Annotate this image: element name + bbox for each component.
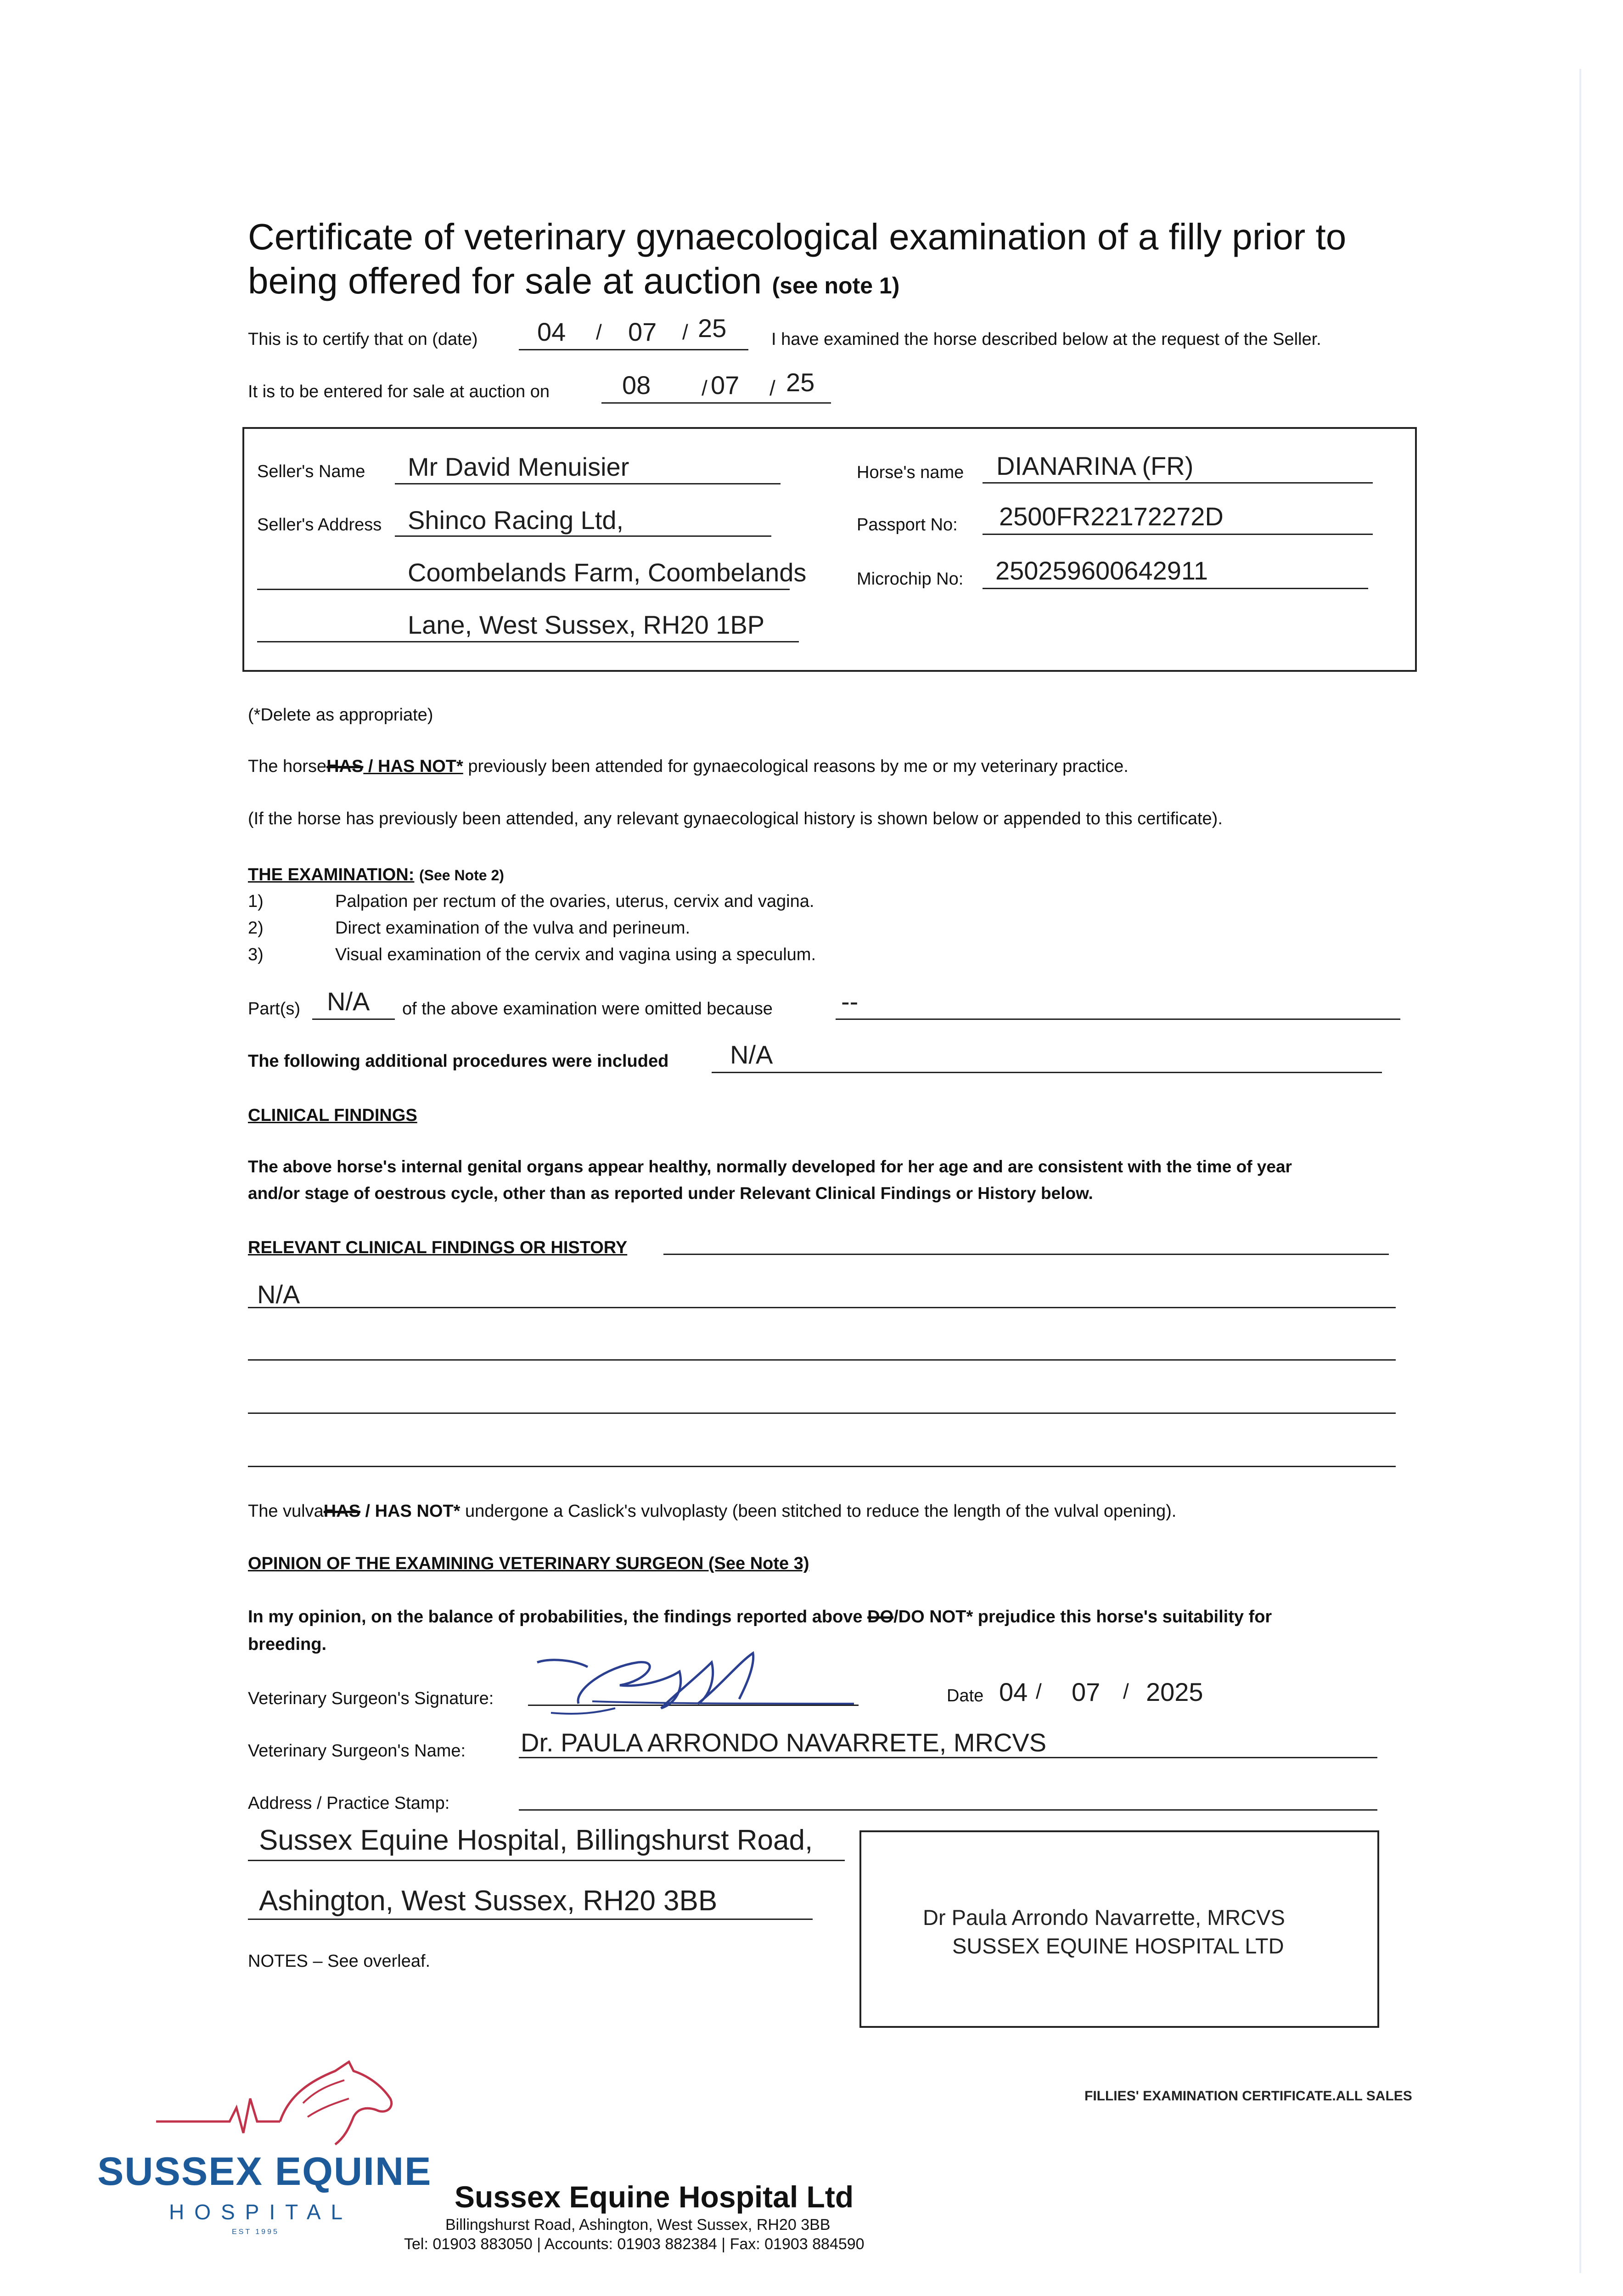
additional-line (712, 1072, 1382, 1073)
signature-date-day: 04 (999, 1677, 1028, 1706)
certify-year: 25 (698, 314, 727, 343)
notes-overleaf: NOTES – See overleaf. (248, 1952, 431, 1971)
omitted-middle: of the above examination were omitted because (402, 999, 773, 1019)
auction-date-line (601, 402, 831, 404)
vulva-struck: HAS (323, 1502, 360, 1521)
address-label-line (519, 1809, 1377, 1811)
title-line1: Certificate of veterinary gynaecological examination of a filly prior to (248, 216, 1347, 257)
exam-item-2-num: 2) (248, 918, 264, 938)
attended-statement (248, 757, 1129, 777)
address-line1-rule (248, 1860, 845, 1861)
omitted-value-line (312, 1019, 395, 1020)
page-title-line2 (248, 260, 899, 302)
attended-sep: / (363, 757, 378, 776)
certify-suffix: I have examined the horse described below at the request of the Seller. (771, 330, 1321, 349)
seller-address-line2: Coombelands Farm, Coombelands (408, 558, 807, 587)
exam-item-1-num: 1) (248, 892, 264, 911)
seller-address-line1-rule (395, 535, 771, 537)
seller-name: Mr David Menuisier (408, 452, 629, 481)
vulva-suffix: undergone a Caslick's vulvoplasty (been stitched to reduce the length of the vulval opening). (460, 1502, 1177, 1521)
opinion-statement (248, 1607, 1272, 1627)
seller-address-line3-rule (257, 641, 799, 642)
auction-day: 08 (622, 371, 651, 400)
passport-line (983, 534, 1373, 535)
omitted-value: N/A (327, 987, 370, 1016)
certify-month: 07 (628, 317, 657, 346)
signature-stroke-4 (551, 1708, 615, 1714)
address-line2-rule (248, 1919, 813, 1920)
certify-date-line (519, 349, 748, 350)
vulva-prefix: The vulva (248, 1502, 324, 1521)
examination-heading-note: (See Note 2) (419, 867, 504, 884)
clinical-heading: CLINICAL FINDINGS (248, 1106, 417, 1125)
address-label: Address / Practice Stamp: (248, 1794, 450, 1813)
surgeon-name: Dr. PAULA ARRONDO NAVARRETE, MRCVS (521, 1728, 1047, 1757)
horse-name-line (983, 482, 1373, 484)
logo-established: EST 1995 (232, 2228, 279, 2236)
signature-date-label: Date (947, 1686, 984, 1705)
relevant-heading-line (663, 1254, 1389, 1255)
attended-struck: HAS (326, 757, 364, 776)
horse-name-label: Horse's name (857, 463, 964, 482)
surgeon-name-line (519, 1757, 1377, 1758)
delete-note: (*Delete as appropriate) (248, 705, 433, 725)
opinion-struck: DO (867, 1607, 894, 1626)
auction-month: 07 (711, 371, 740, 400)
logo-name: SUSSEX EQUINE (97, 2150, 432, 2194)
relevant-line-2 (248, 1359, 1396, 1361)
address-line2: Ashington, West Sussex, RH20 3BB (259, 1885, 718, 1917)
address-line1: Sussex Equine Hospital, Billingshurst Road, (259, 1824, 813, 1856)
signature-stroke-2 (578, 1653, 753, 1708)
opinion-line2: breeding. (248, 1635, 327, 1654)
seller-address-line1: Shinco Racing Ltd, (408, 506, 624, 535)
seller-address-line3: Lane, West Sussex, RH20 1BP (408, 610, 765, 639)
signature-stroke-1 (537, 1660, 588, 1667)
form-id: FILLIES' EXAMINATION CERTIFICATE.ALL SALES (1084, 2088, 1412, 2104)
microchip-label: Microchip No: (857, 569, 964, 589)
examination-heading (248, 865, 504, 885)
seller-name-line (395, 483, 781, 484)
certify-prefix: This is to certify that on (date) (248, 330, 478, 349)
signature-date-slash-2: / (1123, 1679, 1129, 1703)
signature-label: Veterinary Surgeon's Signature: (248, 1689, 494, 1708)
exam-item-1-text: Palpation per rectum of the ovaries, uterus, cervix and vagina. (335, 892, 814, 911)
page-title (248, 216, 1346, 258)
footer-contact: Tel: 01903 883050 | Accounts: 01903 882384 | Fax: 01903 884590 (404, 2235, 865, 2253)
exam-item-2-text: Direct examination of the vulva and perineum. (335, 918, 691, 938)
horse-name: DIANARINA (FR) (996, 451, 1194, 480)
passport-number: 2500FR22172272D (999, 502, 1224, 531)
scan-edge (1579, 69, 1581, 2273)
vulva-kept: HAS NOT* (375, 1502, 461, 1521)
attended-kept: HAS NOT* (378, 757, 463, 776)
relevant-heading: RELEVANT CLINICAL FINDINGS OR HISTORY (248, 1238, 628, 1257)
ecg-line-icon (156, 2099, 280, 2133)
signature-stroke-3 (592, 1701, 854, 1704)
title-note: (see note 1) (772, 273, 900, 298)
microchip-line (983, 588, 1368, 589)
vulva-statement (248, 1502, 1176, 1521)
relevant-line-3 (248, 1412, 1396, 1414)
logo-hospital: HOSPITAL (169, 2200, 353, 2224)
stamp-line1: Dr Paula Arrondo Navarrette, MRCVS (923, 1905, 1285, 1930)
opinion-kept: /DO NOT* (893, 1607, 973, 1626)
additional-label: The following additional procedures were included (248, 1052, 669, 1071)
opinion-suffix: prejudice this horse's suitability for (973, 1607, 1272, 1626)
attended-suffix: previously been attended for gynaecological reasons by me or my veterinary practice. (463, 757, 1129, 776)
signature-date-month: 07 (1072, 1677, 1101, 1706)
hospital-logo-horse (152, 2053, 409, 2154)
exam-item-3-num: 3) (248, 945, 264, 964)
signature-scribble (523, 1635, 872, 1727)
footer-company: Sussex Equine Hospital Ltd (455, 2180, 854, 2214)
relevant-line-1 (248, 1307, 1396, 1308)
omitted-reason: -- (841, 987, 859, 1016)
examination-heading-text: THE EXAMINATION: (248, 865, 415, 884)
passport-label: Passport No: (857, 515, 958, 535)
vulva-sep: / (360, 1502, 375, 1521)
microchip-number: 250259600642911 (995, 556, 1208, 585)
stamp-line2: SUSSEX EQUINE HOSPITAL LTD (952, 1934, 1284, 1958)
horse-mane-icon (303, 2080, 349, 2117)
attended-note: (If the horse has previously been attended, any relevant gynaecological history is shown below or appended to this certificate). (248, 809, 1223, 828)
surgeon-name-label: Veterinary Surgeon's Name: (248, 1741, 466, 1761)
signature-date-year: 2025 (1146, 1677, 1203, 1706)
relevant-line-4 (248, 1466, 1396, 1467)
attended-prefix: The horse (248, 757, 327, 776)
clinical-text-2: and/or stage of oestrous cycle, other than as reported under Relevant Clinical Findings or History below. (248, 1184, 1093, 1203)
auction-prefix: It is to be entered for sale at auction on (248, 382, 550, 401)
omitted-prefix: Part(s) (248, 999, 300, 1019)
opinion-prefix: In my opinion, on the balance of probabilities, the findings reported above (248, 1607, 868, 1626)
certify-slash-1: / (596, 320, 602, 344)
certify-slash-2: / (682, 320, 688, 344)
auction-slash-1: / (702, 376, 708, 400)
certify-day: 04 (537, 317, 566, 346)
title-line2: being offered for sale at auction (248, 260, 762, 301)
relevant-value: N/A (257, 1280, 300, 1309)
footer-address: Billingshurst Road, Ashington, West Sussex, RH20 3BB (445, 2216, 831, 2234)
seller-address-label: Seller's Address (257, 515, 382, 535)
clinical-text-1: The above horse's internal genital organs appear healthy, normally developed for her age and are consistent with the time of year (248, 1157, 1292, 1176)
signature-date-slash-1: / (1036, 1679, 1042, 1703)
additional-value: N/A (730, 1040, 773, 1069)
auction-slash-2: / (769, 376, 775, 400)
auction-year: 25 (786, 368, 815, 397)
exam-item-3-text: Visual examination of the cervix and vagina using a speculum. (335, 945, 816, 964)
omitted-reason-line (836, 1019, 1400, 1020)
seller-address-line2-rule (257, 589, 790, 590)
opinion-heading: OPINION OF THE EXAMINING VETERINARY SURGEON (See Note 3) (248, 1554, 809, 1573)
seller-name-label: Seller's Name (257, 462, 365, 481)
